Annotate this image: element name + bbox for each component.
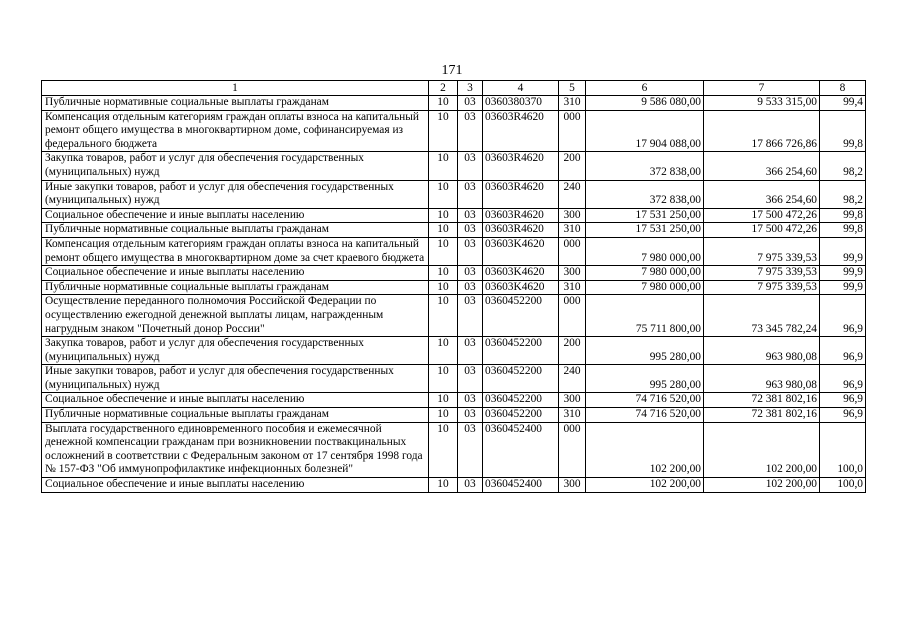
subsection-code-cell: 03 [458, 295, 483, 337]
section-code-cell: 10 [429, 365, 458, 393]
execution-percent-cell: 100,0 [820, 422, 866, 477]
table-header-row [42, 81, 866, 96]
planned-amount-cell: 17 904 088,00 [586, 110, 704, 152]
subsection-code-cell: 03 [458, 280, 483, 295]
execution-percent-cell: 99,8 [820, 223, 866, 238]
expense-type-cell: 000 [559, 110, 586, 152]
executed-amount-cell: 366 254,60 [704, 180, 820, 208]
planned-amount-cell: 9 586 080,00 [586, 96, 704, 111]
executed-amount-cell: 7 975 339,53 [704, 237, 820, 265]
planned-amount-cell: 75 711 800,00 [586, 295, 704, 337]
expense-type-cell: 200 [559, 337, 586, 365]
target-article-cell: 0360452200 [483, 365, 559, 393]
target-article-cell: 03603K4620 [483, 266, 559, 281]
executed-amount-cell: 963 980,08 [704, 365, 820, 393]
section-code-cell: 10 [429, 337, 458, 365]
table-row [42, 337, 866, 365]
table-row [42, 478, 866, 493]
execution-percent-cell: 100,0 [820, 478, 866, 493]
target-article-cell: 03603R4620 [483, 152, 559, 180]
subsection-code-cell: 03 [458, 208, 483, 223]
row-name-cell: Социальное обеспечение и иные выплаты населению [42, 208, 429, 223]
planned-amount-cell: 995 280,00 [586, 337, 704, 365]
section-code-cell: 10 [429, 110, 458, 152]
section-code-cell: 10 [429, 408, 458, 423]
planned-amount-cell: 372 838,00 [586, 180, 704, 208]
subsection-code-cell: 03 [458, 478, 483, 493]
target-article-cell: 03603K4620 [483, 237, 559, 265]
planned-amount-cell: 17 531 250,00 [586, 208, 704, 223]
table-row [42, 280, 866, 295]
subsection-code-cell: 03 [458, 266, 483, 281]
expense-type-cell: 300 [559, 393, 586, 408]
table-row [42, 393, 866, 408]
execution-percent-cell: 96,9 [820, 295, 866, 337]
table-row [42, 365, 866, 393]
target-article-cell: 03603K4620 [483, 280, 559, 295]
section-code-cell: 10 [429, 280, 458, 295]
expense-type-cell: 300 [559, 478, 586, 493]
planned-amount-cell: 102 200,00 [586, 422, 704, 477]
executed-amount-cell: 366 254,60 [704, 152, 820, 180]
row-name-cell: Иные закупки товаров, работ и услуг для обеспечения государственных (муниципальных) нужд [42, 365, 429, 393]
subsection-code-cell: 03 [458, 96, 483, 111]
row-name-cell: Публичные нормативные социальные выплаты гражданам [42, 408, 429, 423]
expense-type-cell: 000 [559, 422, 586, 477]
table-row [42, 110, 866, 152]
execution-percent-cell: 99,8 [820, 110, 866, 152]
row-name-cell: Публичные нормативные социальные выплаты гражданам [42, 280, 429, 295]
executed-amount-cell: 9 533 315,00 [704, 96, 820, 111]
expense-type-cell: 200 [559, 152, 586, 180]
section-code-cell: 10 [429, 152, 458, 180]
table-row [42, 408, 866, 423]
column-header: 4 [483, 81, 559, 96]
expense-type-cell: 310 [559, 223, 586, 238]
subsection-code-cell: 03 [458, 223, 483, 238]
execution-percent-cell: 99,4 [820, 96, 866, 111]
section-code-cell: 10 [429, 478, 458, 493]
section-code-cell: 10 [429, 422, 458, 477]
table-row [42, 422, 866, 477]
target-article-cell: 03603R4620 [483, 208, 559, 223]
section-code-cell: 10 [429, 266, 458, 281]
target-article-cell: 0360452200 [483, 295, 559, 337]
planned-amount-cell: 17 531 250,00 [586, 223, 704, 238]
column-header: 8 [820, 81, 866, 96]
row-name-cell: Социальное обеспечение и иные выплаты населению [42, 478, 429, 493]
table-row [42, 223, 866, 238]
table-row [42, 266, 866, 281]
row-name-cell: Компенсация отдельным категориям граждан оплаты взноса на капитальный ремонт общего имущества в многоквартирном доме, софинансируемая из федерального бюджета [42, 110, 429, 152]
column-header: 5 [559, 81, 586, 96]
section-code-cell: 10 [429, 295, 458, 337]
execution-percent-cell: 98,2 [820, 180, 866, 208]
subsection-code-cell: 03 [458, 110, 483, 152]
expense-type-cell: 310 [559, 408, 586, 423]
row-name-cell: Социальное обеспечение и иные выплаты населению [42, 266, 429, 281]
expense-type-cell: 300 [559, 208, 586, 223]
table-row [42, 96, 866, 111]
executed-amount-cell: 7 975 339,53 [704, 266, 820, 281]
execution-percent-cell: 96,9 [820, 408, 866, 423]
expense-type-cell: 310 [559, 280, 586, 295]
section-code-cell: 10 [429, 208, 458, 223]
row-name-cell: Осуществление переданного полномочия Российской Федерации по осуществлению ежегодной денежной выплаты лицам, награжденным нагрудным знаком "Почетный донор России" [42, 295, 429, 337]
planned-amount-cell: 995 280,00 [586, 365, 704, 393]
subsection-code-cell: 03 [458, 393, 483, 408]
target-article-cell: 03603R4620 [483, 223, 559, 238]
row-name-cell: Иные закупки товаров, работ и услуг для обеспечения государственных (муниципальных) нужд [42, 180, 429, 208]
executed-amount-cell: 17 500 472,26 [704, 208, 820, 223]
execution-percent-cell: 99,8 [820, 208, 866, 223]
executed-amount-cell: 72 381 802,16 [704, 393, 820, 408]
row-name-cell: Компенсация отдельным категориям граждан оплаты взноса на капитальный ремонт общего имущества в многоквартирном доме за счет краевого бюджета [42, 237, 429, 265]
row-name-cell: Публичные нормативные социальные выплаты гражданам [42, 223, 429, 238]
expense-type-cell: 000 [559, 237, 586, 265]
execution-percent-cell: 96,9 [820, 365, 866, 393]
execution-percent-cell: 99,9 [820, 280, 866, 295]
expense-type-cell: 240 [559, 180, 586, 208]
column-header: 1 [42, 81, 429, 96]
target-article-cell: 03603R4620 [483, 180, 559, 208]
expense-type-cell: 300 [559, 266, 586, 281]
planned-amount-cell: 74 716 520,00 [586, 408, 704, 423]
target-article-cell: 0360452200 [483, 337, 559, 365]
row-name-cell: Выплата государственного единовременного пособия и ежемесячной денежной компенсации гражданам при возникновении поствакцинальных осложнений в соответствии с Федеральным законом от 17 сентября 1998 года № 157-ФЗ "Об иммунопрофилактике инфекционных болезней" [42, 422, 429, 477]
table-row [42, 180, 866, 208]
column-header: 2 [429, 81, 458, 96]
row-name-cell: Закупка товаров, работ и услуг для обеспечения государственных (муниципальных) нужд [42, 337, 429, 365]
execution-percent-cell: 96,9 [820, 337, 866, 365]
section-code-cell: 10 [429, 393, 458, 408]
table-row [42, 295, 866, 337]
column-header: 3 [458, 81, 483, 96]
section-code-cell: 10 [429, 96, 458, 111]
executed-amount-cell: 17 500 472,26 [704, 223, 820, 238]
row-name-cell: Социальное обеспечение и иные выплаты населению [42, 393, 429, 408]
planned-amount-cell: 7 980 000,00 [586, 266, 704, 281]
table-row [42, 152, 866, 180]
expense-type-cell: 240 [559, 365, 586, 393]
section-code-cell: 10 [429, 180, 458, 208]
executed-amount-cell: 7 975 339,53 [704, 280, 820, 295]
target-article-cell: 0360452400 [483, 422, 559, 477]
planned-amount-cell: 7 980 000,00 [586, 237, 704, 265]
row-name-cell: Публичные нормативные социальные выплаты гражданам [42, 96, 429, 111]
expense-type-cell: 000 [559, 295, 586, 337]
target-article-cell: 0360452200 [483, 408, 559, 423]
section-code-cell: 10 [429, 237, 458, 265]
planned-amount-cell: 102 200,00 [586, 478, 704, 493]
execution-percent-cell: 96,9 [820, 393, 866, 408]
expense-type-cell: 310 [559, 96, 586, 111]
target-article-cell: 0360452400 [483, 478, 559, 493]
target-article-cell: 0360452200 [483, 393, 559, 408]
executed-amount-cell: 102 200,00 [704, 422, 820, 477]
subsection-code-cell: 03 [458, 422, 483, 477]
section-code-cell: 10 [429, 223, 458, 238]
planned-amount-cell: 74 716 520,00 [586, 393, 704, 408]
subsection-code-cell: 03 [458, 408, 483, 423]
planned-amount-cell: 7 980 000,00 [586, 280, 704, 295]
executed-amount-cell: 963 980,08 [704, 337, 820, 365]
target-article-cell: 0360380370 [483, 96, 559, 111]
executed-amount-cell: 72 381 802,16 [704, 408, 820, 423]
subsection-code-cell: 03 [458, 337, 483, 365]
executed-amount-cell: 102 200,00 [704, 478, 820, 493]
execution-percent-cell: 99,9 [820, 266, 866, 281]
column-header: 6 [586, 81, 704, 96]
executed-amount-cell: 73 345 782,24 [704, 295, 820, 337]
subsection-code-cell: 03 [458, 237, 483, 265]
subsection-code-cell: 03 [458, 180, 483, 208]
page-number: 171 [441, 63, 463, 78]
table-row [42, 208, 866, 223]
row-name-cell: Закупка товаров, работ и услуг для обеспечения государственных (муниципальных) нужд [42, 152, 429, 180]
column-header: 7 [704, 81, 820, 96]
execution-percent-cell: 98,2 [820, 152, 866, 180]
table-row [42, 237, 866, 265]
subsection-code-cell: 03 [458, 365, 483, 393]
budget-table [41, 80, 866, 493]
target-article-cell: 03603R4620 [483, 110, 559, 152]
execution-percent-cell: 99,9 [820, 237, 866, 265]
planned-amount-cell: 372 838,00 [586, 152, 704, 180]
executed-amount-cell: 17 866 726,86 [704, 110, 820, 152]
subsection-code-cell: 03 [458, 152, 483, 180]
